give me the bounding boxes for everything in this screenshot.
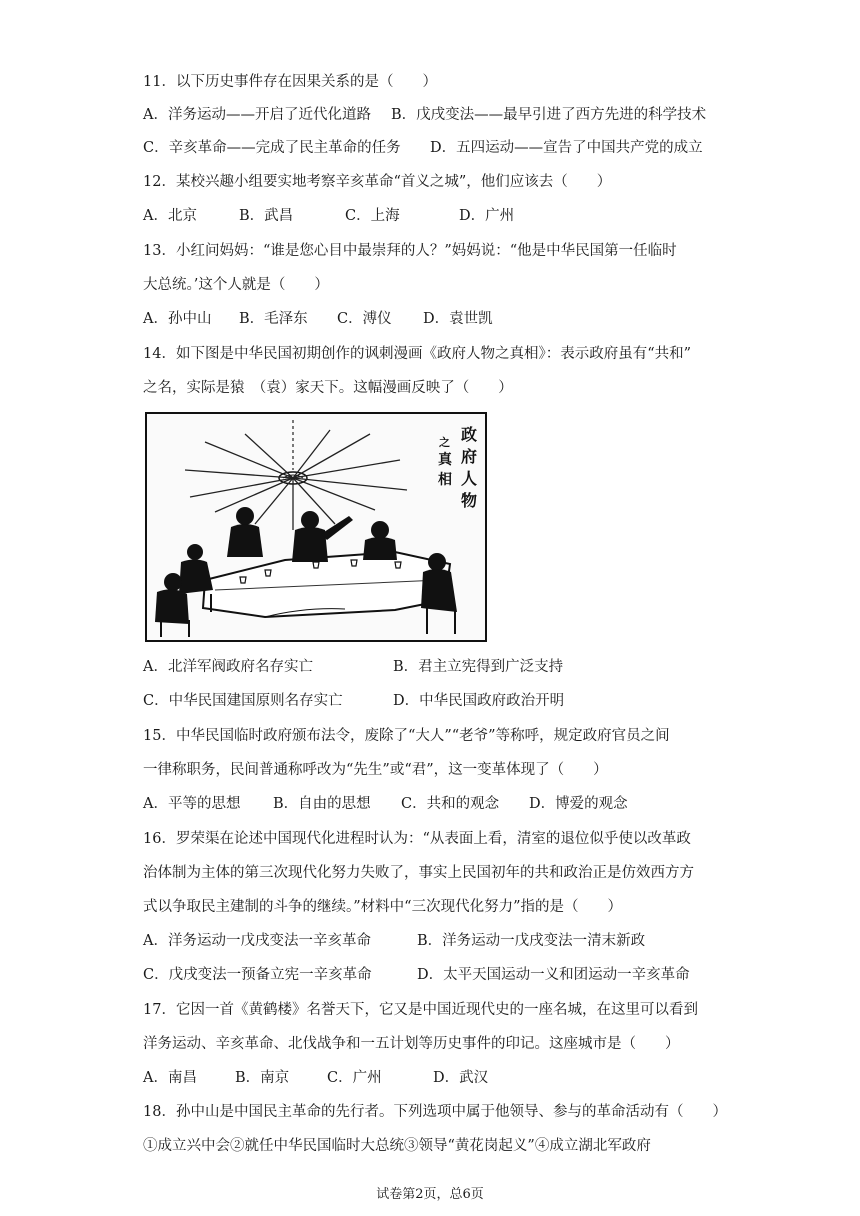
q14-option-d: D．中华民国政府政治开明	[393, 693, 565, 709]
q16-stem-line1: 16．罗荣渠在论述中国现代化进程时认为：“从表面上看，清室的退位似乎使以改革政	[143, 831, 691, 847]
svg-text:政: 政	[461, 425, 478, 444]
svg-text:之: 之	[439, 436, 450, 449]
q15-options	[143, 793, 628, 815]
q12-option-a: A．北京	[143, 208, 197, 224]
q13-option-d: D．袁世凯	[423, 311, 493, 327]
q17-option-b: B．南京	[235, 1070, 290, 1086]
svg-text:物: 物	[461, 491, 478, 510]
q17-stem-line1: 17．它因一首《黄鹤楼》名誉天下，它又是中国近现代史的一座名城，在这里可以看到	[143, 1002, 698, 1018]
q18-stem-line1: 18．孙中山是中国民主革命的先行者。下列选项中属于他领导、参与的革命活动有（ ）	[143, 1104, 727, 1120]
q13-options	[143, 308, 493, 330]
q17-options	[143, 1067, 488, 1089]
q16-option-a: A．洋务运动一戊戌变法一辛亥革命	[143, 933, 371, 949]
q18-stem-line2: ①成立兴中会②就任中华民国临时大总统③领导“黄花岗起义”④成立湖北军政府	[143, 1138, 651, 1154]
svg-text:人: 人	[461, 469, 478, 488]
q14-options-row2	[143, 690, 564, 712]
q12-option-b: B．武昌	[239, 208, 294, 224]
q11-option-a: A．洋务运动——开启了近代化道路	[143, 107, 371, 123]
q13-stem-line1: 13．小红问妈妈：“谁是您心目中最崇拜的人？”妈妈说：“他是中华民国第一任临时	[143, 243, 677, 259]
svg-text:真: 真	[438, 452, 452, 468]
q13-option-b: B．毛泽东	[239, 311, 308, 327]
q16-option-c: C．戊戌变法一预备立宪一辛亥革命	[143, 967, 372, 983]
q11-stem: 11．以下历史事件存在因果关系的是（ ）	[143, 74, 437, 90]
q14-option-b: B．君主立宪得到广泛支持	[393, 659, 564, 675]
q16-option-b: B．洋务运动一戊戌变法一清末新政	[417, 933, 646, 949]
q13-option-c: C．溥仪	[337, 311, 392, 327]
q13-option-a: A．孙中山	[143, 311, 212, 327]
q14-stem-line1: 14．如下图是中华民国初期创作的讽刺漫画《政府人物之真相》：表示政府虽有“共和”	[143, 346, 692, 362]
q12-options	[143, 205, 514, 227]
q15-option-a: A．平等的思想	[143, 796, 241, 812]
q16-stem-line3: 式以争取民主建制的斗争的继续。”材料中“三次现代化努力”指的是（ ）	[143, 899, 622, 915]
page-footer: 试卷第2页，总6页	[376, 1187, 484, 1202]
q15-stem-line2: 一律称职务，民间普通称呼改为“先生”或“君”，这一变革体现了（ ）	[143, 762, 608, 778]
q14-stem-line2: 之名，实际是猿 （袁）家天下。这幅漫画反映了（ ）	[143, 380, 513, 396]
svg-text:府: 府	[461, 447, 478, 466]
satirical-cartoon-image	[145, 412, 487, 642]
q11-options-row2	[143, 137, 703, 159]
q11-option-b: B．戊戌变法——最早引进了西方先进的科学技术	[391, 107, 707, 123]
q15-option-d: D．博爱的观念	[529, 796, 628, 812]
q13-stem-line2: 大总统。’这个人就是（ ）	[143, 277, 329, 293]
q14-options-row1	[143, 656, 563, 678]
q14-option-a: A．北洋军阀政府名存实亡	[143, 659, 313, 675]
q12-option-c: C．上海	[345, 208, 400, 224]
q17-option-d: D．武汉	[433, 1070, 489, 1086]
q16-stem-line2: 治体制为主体的第三次现代化努力失败了，事实上民国初年的共和政治正是仿效西方方	[143, 865, 694, 881]
q12-stem: 12．某校兴趣小组要实地考察辛亥革命“首义之城”，他们应该去（ ）	[143, 174, 612, 190]
q15-option-c: C．共和的观念	[401, 796, 500, 812]
q16-options-row2	[143, 964, 690, 986]
q11-option-c: C．辛亥革命——完成了民主革命的任务	[143, 140, 401, 156]
q17-option-c: C．广州	[327, 1070, 382, 1086]
q11-option-d: D．五四运动——宣告了中国共产党的成立	[430, 140, 703, 156]
q15-stem-line1: 15．中华民国临时政府颁布法令，废除了“大人”“老爷”等称呼，规定政府官员之间	[143, 728, 670, 744]
svg-text:相: 相	[438, 472, 452, 488]
q12-option-d: D．广州	[459, 208, 515, 224]
q15-option-b: B．自由的思想	[273, 796, 371, 812]
q11-options-row1	[143, 104, 706, 126]
q17-option-a: A．南昌	[143, 1070, 197, 1086]
q14-option-c: C．中华民国建国原则名存实亡	[143, 693, 343, 709]
q16-options-row1	[143, 930, 645, 952]
q17-stem-line2: 洋务运动、辛亥革命、北伐战争和一五计划等历史事件的印记。这座城市是（ ）	[143, 1036, 680, 1052]
q16-option-d: D．太平天国运动一义和团运动一辛亥革命	[417, 967, 690, 983]
